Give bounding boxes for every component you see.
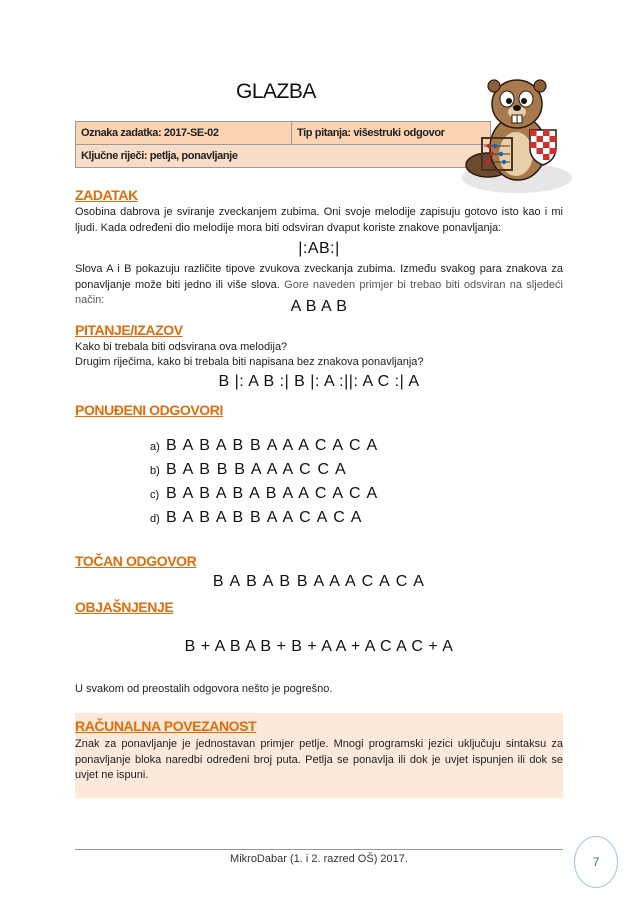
task-paragraph-2a: Slova A i B pokazuju različite tipove zvukova zveckanja zubima. Između svakog para znakova za ponavljanje može biti jedno ili više slova. xyxy=(75,263,563,291)
played-example: A B A B xyxy=(290,298,348,315)
correct-answer: B A B A B B A A A C A C A xyxy=(212,573,426,590)
option-a[interactable] xyxy=(150,437,378,455)
question-type: Tip pitanja: višestruki odgovor xyxy=(292,122,491,145)
computing-heading: RAČUNALNA POVEZANOST xyxy=(75,718,257,734)
task-heading: ZADATAK xyxy=(75,187,138,203)
task-code: Oznaka zadatka: 2017-SE-02 xyxy=(76,122,292,145)
explanation-formula: B + A B A B + B + A A + A C A C + A xyxy=(184,638,454,655)
melody-notation: B |: A B :| B |: A :||: A C :| A xyxy=(218,373,420,390)
option-text: B A B B B A A A C C A xyxy=(166,461,347,478)
keywords: Ključne riječi: petlja, ponavljanje xyxy=(76,145,491,168)
option-c[interactable] xyxy=(150,485,378,503)
repeat-sign-example: |:AB:| xyxy=(298,240,340,257)
option-label: c) xyxy=(150,489,160,501)
question-heading: PITANJE/IZAZOV xyxy=(75,322,183,338)
answers-heading: PONUĐENI ODGOVORI xyxy=(75,402,223,418)
page-number: 7 xyxy=(574,836,618,888)
explanation-heading: OBJAŠNJENJE xyxy=(75,599,174,615)
task-paragraph-2b: Gore naveden primjer bi trebao biti odsviran na sljedeći način: xyxy=(75,278,563,306)
option-b[interactable] xyxy=(150,461,347,479)
correct-heading: TOČAN ODGOVOR xyxy=(75,553,197,569)
question-line-1: Kako bi trebala biti odsvirana ova melodija? xyxy=(75,341,288,353)
option-text: B A B A B B A A C A C A xyxy=(166,509,363,526)
option-d[interactable] xyxy=(150,509,363,527)
question-line-2: Drugim riječima, kako bi trebala biti napisana bez znakova ponavljanja? xyxy=(75,356,424,368)
option-label: d) xyxy=(150,513,160,525)
task-paragraph-1: Osobina dabrova je sviranje zveckanjem zubima. Oni svoje melodije zapisuju gotovo isto kao i mi ljudi. Kada određeni dio melodije mora biti odsviran dvaput koriste znakove ponavljanja: xyxy=(75,206,563,234)
footer-divider xyxy=(75,849,563,850)
option-text: B A B A B B A A A C A C A xyxy=(166,437,379,454)
beaver-mascot-icon xyxy=(452,70,582,195)
option-label: a) xyxy=(150,441,160,453)
option-text: B A B A B A B A A C A C A xyxy=(166,485,379,502)
page-title: GLAZBA xyxy=(236,80,316,103)
footer-text: MikroDabar (1. i 2. razred OŠ) 2017. xyxy=(230,853,408,865)
option-label: b) xyxy=(150,465,160,477)
computing-text: Znak za ponavljanje je jednostavan primjer petlje. Mnogi programski jezici uključuju sintaksu za ponavljanje bloka naredbi određeni broj puta. Petlja se ponavlja ili dok je uvjet ispunjen ili dok se uvjet ne ispuni. xyxy=(75,738,563,781)
task-meta-table xyxy=(75,121,491,168)
explanation-note: U svakom od preostalih odgovora nešto je pogrešno. xyxy=(75,683,333,695)
